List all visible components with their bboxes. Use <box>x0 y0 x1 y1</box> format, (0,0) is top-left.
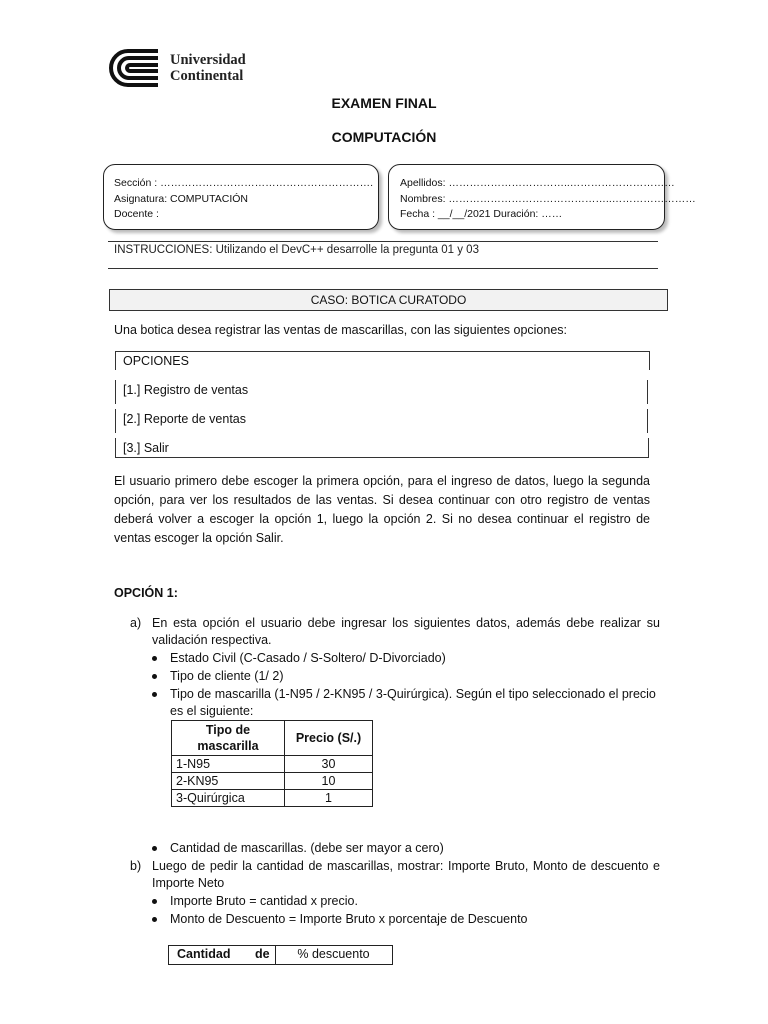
university-logo <box>108 48 160 88</box>
table-cell-price: 30 <box>285 756 373 773</box>
discount-header-de: de <box>255 947 270 961</box>
instructions: INSTRUCCIONES: Utilizando el DevC++ desarrolle la pregunta 01 y 03 <box>114 244 479 256</box>
price-table-header-price: Precio (S/.) <box>285 721 373 756</box>
options-header: OPCIONES <box>123 354 189 368</box>
table-cell-price: 10 <box>285 773 373 790</box>
university-name-line2: Continental <box>170 68 244 84</box>
name-field: Nombres: ………………………………………..…………………… <box>400 192 696 205</box>
price-table-header-tipo: Tipo de <box>205 723 251 737</box>
paragraph-line: El usuario primero debe escoger la primera opción, para el ingreso de datos, luego la segunda <box>114 474 650 488</box>
item-a-marker: a) <box>130 616 142 630</box>
divider <box>108 241 658 242</box>
course-title: COMPUTACIÓN <box>331 129 437 145</box>
paragraph-line: opción, para ver los resultados de las ventas. Si desea continuar con otro registro de ventas <box>114 493 650 507</box>
item-a-line1: En esta opción el usuario debe ingresar los siguientes datos, además debe realizar su <box>152 616 660 630</box>
table-cell-type: 3-Quirúrgica <box>172 790 285 807</box>
bullet-icon <box>152 899 157 904</box>
bullet-icon <box>152 674 157 679</box>
option-item: [2.] Reporte de ventas <box>123 412 246 426</box>
item-b-marker: b) <box>130 859 142 873</box>
bullet-text: Cantidad de mascarillas. (debe ser mayor a cero) <box>170 841 444 855</box>
price-table <box>171 720 373 807</box>
bullet-icon <box>152 917 157 922</box>
intro-text: Una botica desea registrar las ventas de mascarillas, con las siguientes opciones: <box>114 323 568 337</box>
university-name-line1: Universidad <box>170 52 246 68</box>
table-cell-type: 2-KN95 <box>172 773 285 790</box>
university-name <box>170 52 246 84</box>
bullet-text: Estado Civil (C-Casado / S-Soltero/ D-Divorciado) <box>170 651 446 665</box>
options-border <box>115 409 116 433</box>
discount-table-header <box>168 945 393 965</box>
bullet-text-continuation: es el siguiente: <box>170 704 254 718</box>
price-table-header <box>172 721 285 756</box>
section-field: Sección : ……………………………………………………. <box>114 177 374 189</box>
bullet-icon <box>152 656 157 661</box>
discount-header-percent: % descuento <box>297 947 370 961</box>
description-paragraph <box>114 472 650 548</box>
teacher-field: Docente : <box>114 208 159 220</box>
item-b-line1: Luego de pedir la cantidad de mascarillas, mostrar: Importe Bruto, Monto de descuento e <box>152 859 660 873</box>
item-a-line2: validación respectiva. <box>152 633 272 647</box>
divider <box>108 268 658 269</box>
subject-field: Asignatura: COMPUTACIÓN <box>114 192 249 205</box>
paragraph-line: deberá volver a escoger la opción 1, luego la opción 2. Si no desea continuar el registro de <box>114 512 650 526</box>
options-last-row-box <box>115 438 649 458</box>
student-info-box <box>388 164 696 230</box>
item-b-line2: Importe Neto <box>152 876 225 890</box>
exam-title: EXAMEN FINAL <box>331 95 437 111</box>
options-border <box>115 380 116 404</box>
table-cell-type: 1-N95 <box>172 756 285 773</box>
table-row <box>172 756 373 773</box>
bullet-text: Tipo de mascarilla (1-N95 / 2-KN95 / 3-Quirúrgica). Según el tipo seleccionado el precio <box>170 687 656 701</box>
student-section-box <box>103 164 379 230</box>
bullet-text: Tipo de cliente (1/ 2) <box>170 669 284 683</box>
options-border <box>647 380 648 404</box>
table-row <box>172 773 373 790</box>
table-cell-price: 1 <box>285 790 373 807</box>
options-border <box>647 409 648 433</box>
bullet-icon <box>152 846 157 851</box>
bullet-text: Monto de Descuento = Importe Bruto x porcentaje de Descuento <box>170 912 528 926</box>
surname-field: Apellidos: ……………………………..………………………… <box>400 177 675 189</box>
bullet-text: Importe Bruto = cantidad x precio. <box>170 894 358 908</box>
date-duration-field: Fecha : __/__/2021 Duración: …… <box>400 208 563 220</box>
options-header-box <box>115 351 650 370</box>
case-title: CASO: BOTICA CURATODO <box>109 289 668 311</box>
bullet-icon <box>152 692 157 697</box>
price-table-header-mascarilla: mascarilla <box>197 739 259 753</box>
paragraph-line: ventas escoger la opción Salir. <box>114 531 284 545</box>
option1-heading: OPCIÓN 1: <box>114 586 178 600</box>
table-row <box>172 790 373 807</box>
option-item: [3.] Salir <box>123 441 169 455</box>
discount-header-cantidad: Cantidad <box>177 947 231 961</box>
option-item: [1.] Registro de ventas <box>123 383 249 397</box>
